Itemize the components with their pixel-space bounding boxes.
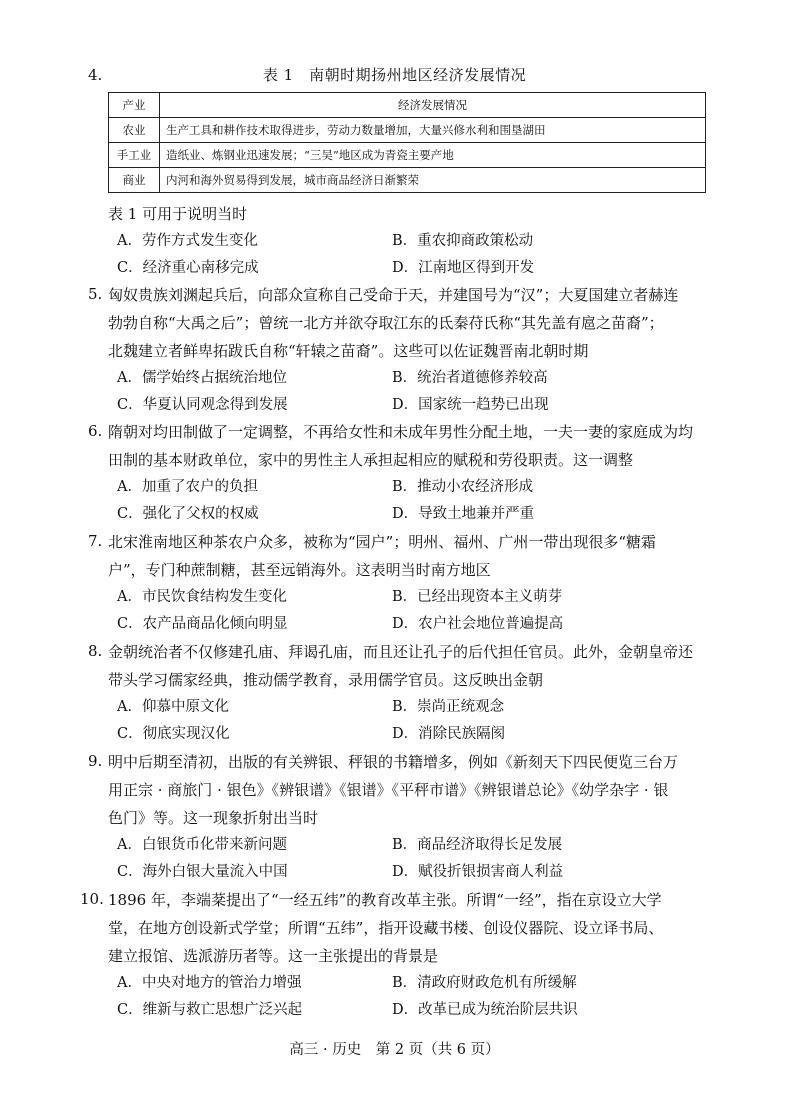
- question-8-option-c[interactable]: C．彻底实现汉化: [117, 726, 230, 742]
- question-5-option-c[interactable]: C．华夏认同观念得到发展: [117, 397, 288, 413]
- question-9-option-b[interactable]: B．商品经济取得长足发展: [392, 837, 563, 853]
- table-cell: 生产工具和耕作技术取得进步，劳动力数量增加，大量兴修水利和围垦湖田: [160, 118, 706, 143]
- question-6-stem-line: 隋朝对均田制做了一定调整，不再给女性和未成年男性分配土地，一夫一妻的家庭成为均: [108, 423, 694, 441]
- table-header-industry: 产业: [109, 93, 160, 118]
- question-9-stem-line: 色门》等。这一现象折射出当时: [108, 809, 319, 827]
- question-6-option-b[interactable]: B．推动小农经济形成: [392, 479, 534, 495]
- question-9-stem-line: 用正宗 · 商旅门 · 银色》《辨银谱》《银谱》《平秤市谱》《辨银谱总论》《幼学杂字 · 银: [108, 781, 669, 799]
- question-4-option-d[interactable]: D．江南地区得到开发: [392, 260, 535, 276]
- question-5-option-a[interactable]: A．儒学始终占据统治地位: [117, 370, 287, 386]
- question-8-option-b[interactable]: B．崇尚正统观念: [392, 699, 505, 715]
- question-9-number: 9.: [88, 752, 103, 770]
- question-10-option-a[interactable]: A．中央对地方的管治力增强: [117, 975, 302, 991]
- question-9-option-a[interactable]: A．白银货币化带来新问题: [117, 837, 287, 853]
- question-6-option-d[interactable]: D．导致土地兼并严重: [392, 506, 535, 522]
- question-4-stem: 表 1 可用于说明当时: [108, 205, 248, 223]
- table-row: [109, 118, 706, 143]
- question-4-option-c[interactable]: C．经济重心南移完成: [117, 260, 259, 276]
- table-cell: 农业: [109, 118, 160, 143]
- question-10-stem-line: 1896 年，李端棻提出了“一经五纬”的教育改革主张。所谓“一经”，指在京设立大学: [108, 891, 662, 909]
- table-cell: 内河和海外贸易得到发展，城市商品经济日渐繁荣: [160, 168, 706, 193]
- question-9-option-c[interactable]: C．海外白银大量流入中国: [117, 864, 288, 880]
- question-5-stem-line: 北魏建立者鲜卑拓跋氏自称“轩辕之苗裔”。这些可以佐证魏晋南北朝时期: [108, 342, 589, 360]
- question-5-stem-line: 勃勃自称“大禹之后”；曾统一北方并欲夺取江东的氐秦苻氏称“其先盖有扈之苗裔”；: [108, 314, 664, 332]
- question-9-option-d[interactable]: D．赋役折银损害商人利益: [392, 864, 564, 880]
- question-10-number: 10.: [80, 890, 104, 908]
- question-7-number: 7.: [88, 532, 103, 550]
- table-row: [109, 143, 706, 168]
- question-5-stem-line: 匈奴贵族刘渊起兵后，向部众宣称自己受命于天，并建国号为“汉”；大夏国建立者赫连: [108, 286, 679, 304]
- table-cell: 造纸业、炼钢业迅速发展；“三吴”地区成为青瓷主要产地: [160, 143, 706, 168]
- question-5-option-b[interactable]: B．统治者道德修养较高: [392, 370, 548, 386]
- table-row: [109, 168, 706, 193]
- question-10-stem-line: 建立报馆、选派游历者等。这一主张提出的背景是: [108, 947, 439, 965]
- question-8-stem-line: 带头学习儒家经典，推动儒学教育，录用儒学官员。这反映出金朝: [108, 671, 544, 689]
- table-header-row: [109, 93, 706, 118]
- question-6-stem-line: 田制的基本财政单位，家中的男性主人承担起相应的赋税和劳役职责。这一调整: [108, 451, 634, 469]
- question-10-stem-line: 堂，在地方创设新式学堂；所谓“五纬”，指开设藏书楼、创设仪器院、设立译书局、: [108, 919, 664, 937]
- page-footer: 高三 · 历史 第 2 页（共 6 页）: [289, 1042, 500, 1058]
- question-7-stem-line: 北宋淮南地区种茶农户众多，被称为“园户”；明州、福州、广州一带出现很多“糖霜: [108, 533, 657, 551]
- question-8-stem-line: 金朝统治者不仅修建孔庙、拜谒孔庙，而且还让孔子的后代担任官员。此外，金朝皇帝还: [108, 643, 694, 661]
- question-10-option-c[interactable]: C．维新与救亡思想广泛兴起: [117, 1002, 303, 1018]
- question-6-number: 6.: [88, 422, 103, 440]
- question-7-stem-line: 户”，专门种蔗制糖，甚至远销海外。这表明当时南方地区: [108, 561, 491, 579]
- table-cell: 手工业: [109, 143, 160, 168]
- question-10-option-d[interactable]: D．改革已成为统治阶层共识: [392, 1002, 578, 1018]
- question-8-option-a[interactable]: A．仰慕中原文化: [117, 699, 229, 715]
- question-4-option-b[interactable]: B．重农抑商政策松动: [392, 233, 534, 249]
- question-5-option-d[interactable]: D．国家统一趋势已出现: [392, 397, 549, 413]
- question-8-option-d[interactable]: D．消除民族隔阂: [392, 726, 506, 742]
- question-10-option-b[interactable]: B．清政府财政危机有所缓解: [392, 975, 577, 991]
- table-header-situation: 经济发展情况: [160, 93, 706, 118]
- question-4-option-a[interactable]: A．劳作方式发生变化: [117, 233, 258, 249]
- question-7-option-a[interactable]: A．市民饮食结构发生变化: [117, 589, 287, 605]
- question-5-number: 5.: [88, 285, 103, 303]
- question-7-option-c[interactable]: C．农产品商品化倾向明显: [117, 616, 288, 632]
- question-6-option-a[interactable]: A．加重了农户的负担: [117, 479, 258, 495]
- question-7-option-b[interactable]: B．已经出现资本主义萌芽: [392, 589, 563, 605]
- question-4-number: 4.: [88, 66, 103, 84]
- question-9-stem-line: 明中后期至清初，出版的有关辨银、秤银的书籍增多，例如《新刻天下四民便览三台万: [108, 753, 679, 771]
- question-8-number: 8.: [88, 642, 103, 660]
- table-cell: 商业: [109, 168, 160, 193]
- economy-table: [108, 92, 706, 193]
- question-7-option-d[interactable]: D．农户社会地位普遍提高: [392, 616, 564, 632]
- question-6-option-c[interactable]: C．强化了父权的权威: [117, 506, 259, 522]
- table-1-title: 表 1 南朝时期扬州地区经济发展情况: [262, 66, 527, 84]
